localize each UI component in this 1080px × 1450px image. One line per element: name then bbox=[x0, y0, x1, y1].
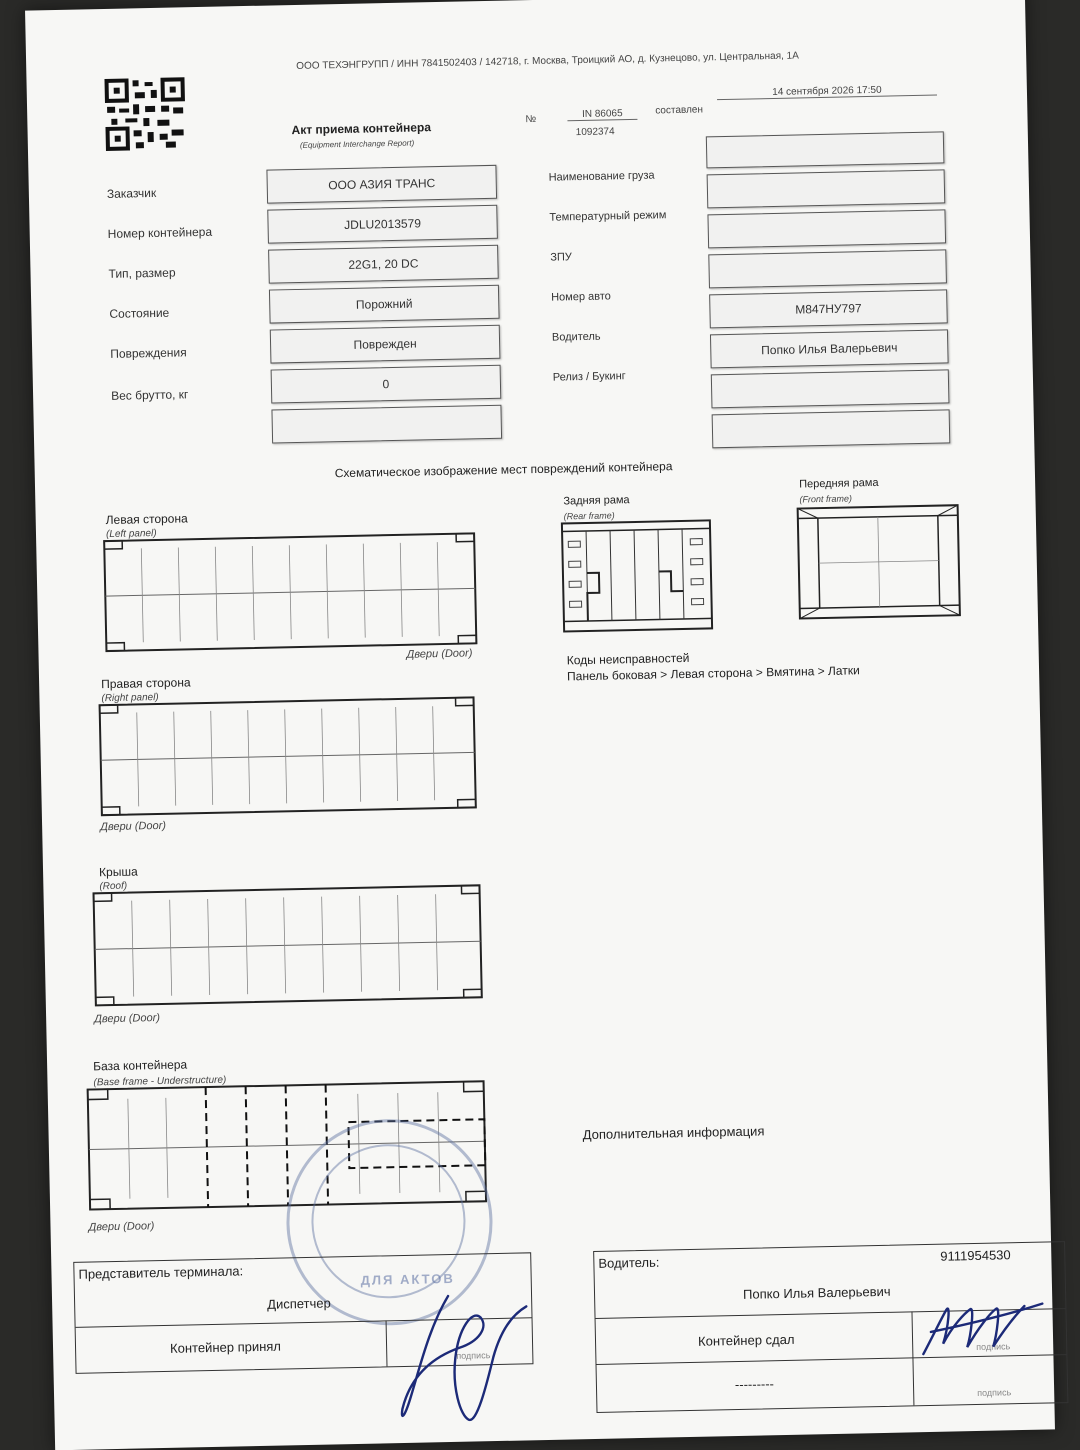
field-empty-left bbox=[271, 405, 502, 444]
field-label-container-number: Номер контейнера bbox=[107, 224, 213, 241]
field-cargo bbox=[707, 169, 946, 208]
field-label-driver: Водитель bbox=[551, 330, 601, 344]
additional-info-label: Дополнительная информация bbox=[582, 1123, 765, 1143]
terminal-position: Диспетчер bbox=[267, 1295, 331, 1312]
rear-title: Задняя рама bbox=[563, 494, 630, 508]
rear-subtitle: (Rear frame) bbox=[563, 510, 615, 522]
driver-handed: Контейнер сдал bbox=[697, 1331, 795, 1349]
right-panel-door: Двери (Door) bbox=[100, 819, 167, 834]
composed-label: составлен bbox=[655, 104, 704, 117]
front-subtitle: (Front frame) bbox=[799, 493, 853, 505]
field-weight: 0 bbox=[271, 365, 502, 404]
doc-subtitle: (Equipment Interchange Report) bbox=[299, 138, 415, 150]
field-state: Порожний bbox=[269, 285, 500, 324]
field-empty-right-top bbox=[706, 131, 945, 168]
document-sheet bbox=[25, 0, 1055, 1450]
driver-signature-icon bbox=[912, 1293, 1053, 1366]
field-release bbox=[711, 369, 950, 408]
field-temperature bbox=[707, 209, 946, 248]
field-label-state: Состояние bbox=[109, 305, 170, 321]
composed-date: 14 сентября 2026 17:50 bbox=[717, 84, 937, 101]
field-customer: ООО АЗИЯ ТРАНС bbox=[266, 165, 497, 204]
field-label-cargo: Наименование груза bbox=[548, 169, 655, 184]
roof-subtitle: (Roof) bbox=[99, 880, 128, 893]
field-label-weight: Вес брутто, кг bbox=[110, 387, 189, 403]
base-subtitle: (Base frame - Understructure) bbox=[93, 1074, 227, 1089]
stamp-text: ДЛЯ АКТОВ bbox=[360, 1270, 455, 1288]
right-panel-subtitle: (Right panel) bbox=[101, 691, 159, 705]
left-panel-title: Левая сторона bbox=[105, 511, 188, 528]
field-driver: Попко Илья Валерьевич bbox=[710, 329, 949, 368]
right-panel-diagram bbox=[100, 697, 476, 815]
left-panel-subtitle: (Left panel) bbox=[105, 527, 157, 541]
driver-dashes: --------- bbox=[734, 1376, 775, 1393]
field-vehicle: М847НУ797 bbox=[709, 289, 948, 328]
driver-label: Водитель: bbox=[598, 1254, 660, 1271]
field-label-damage: Повреждения bbox=[110, 345, 187, 361]
left-panel-door: Двери (Door) bbox=[406, 647, 473, 661]
rear-frame-diagram bbox=[562, 520, 712, 631]
driver-sign-hint: подпись bbox=[976, 1341, 1011, 1353]
field-label-customer: Заказчик bbox=[106, 185, 157, 201]
fault-codes-value: Панель боковая > Левая сторона > Вмятина > Латки bbox=[566, 663, 860, 684]
field-type: 22G1, 20 DC bbox=[268, 245, 499, 284]
right-panel-title: Правая сторона bbox=[101, 675, 191, 692]
field-label-vehicle: Номер авто bbox=[551, 290, 611, 304]
terminal-accepted: Контейнер принял bbox=[169, 1338, 282, 1356]
field-damage: Поврежден bbox=[270, 325, 501, 364]
driver-name: Попко Илья Валерьевич bbox=[742, 1283, 891, 1302]
fault-codes-label: Коды неисправностей bbox=[566, 650, 690, 668]
doc-number-sub: 1092374 bbox=[575, 126, 615, 139]
front-frame-diagram bbox=[798, 505, 960, 618]
company-info: ООО ТЕХЭНГРУПП / ИНН 7841502403 / 142718, г. Москва, Троицкий АО, д. Кузнецово, ул. Центральная, 1А bbox=[296, 50, 799, 72]
number-label: № bbox=[525, 113, 537, 126]
field-label-release: Релиз / Букинг bbox=[552, 370, 626, 384]
field-label-seal: ЗПУ bbox=[550, 251, 572, 264]
base-door: Двери (Door) bbox=[88, 1220, 155, 1234]
doc-title: Акт приема контейнера bbox=[291, 120, 432, 138]
base-title: База контейнера bbox=[93, 1057, 188, 1074]
driver-phone: 9111954530 bbox=[940, 1247, 1011, 1264]
terminal-signature-icon bbox=[388, 1286, 541, 1429]
field-empty-right-bottom bbox=[712, 409, 951, 448]
terminal-sign-hint: подпись bbox=[456, 1350, 491, 1361]
field-label-type: Тип, размер bbox=[108, 265, 176, 281]
doc-number: IN 86065 bbox=[567, 108, 637, 121]
driver-sign-hint-2: подпись bbox=[977, 1387, 1012, 1398]
field-label-temperature: Температурный режим bbox=[549, 209, 667, 224]
front-title: Передняя рама bbox=[798, 476, 879, 491]
left-panel-diagram bbox=[104, 533, 476, 651]
schematic-title: Схематическое изображение мест повреждений контейнера bbox=[334, 459, 673, 481]
roof-title: Крыша bbox=[98, 864, 138, 880]
qr-code-icon bbox=[104, 77, 185, 151]
terminal-label: Представитель терминала: bbox=[78, 1263, 244, 1282]
field-seal bbox=[708, 249, 947, 288]
field-container-number: JDLU2013579 bbox=[267, 205, 498, 244]
roof-diagram bbox=[94, 885, 482, 1005]
roof-door: Двери (Door) bbox=[94, 1012, 161, 1026]
